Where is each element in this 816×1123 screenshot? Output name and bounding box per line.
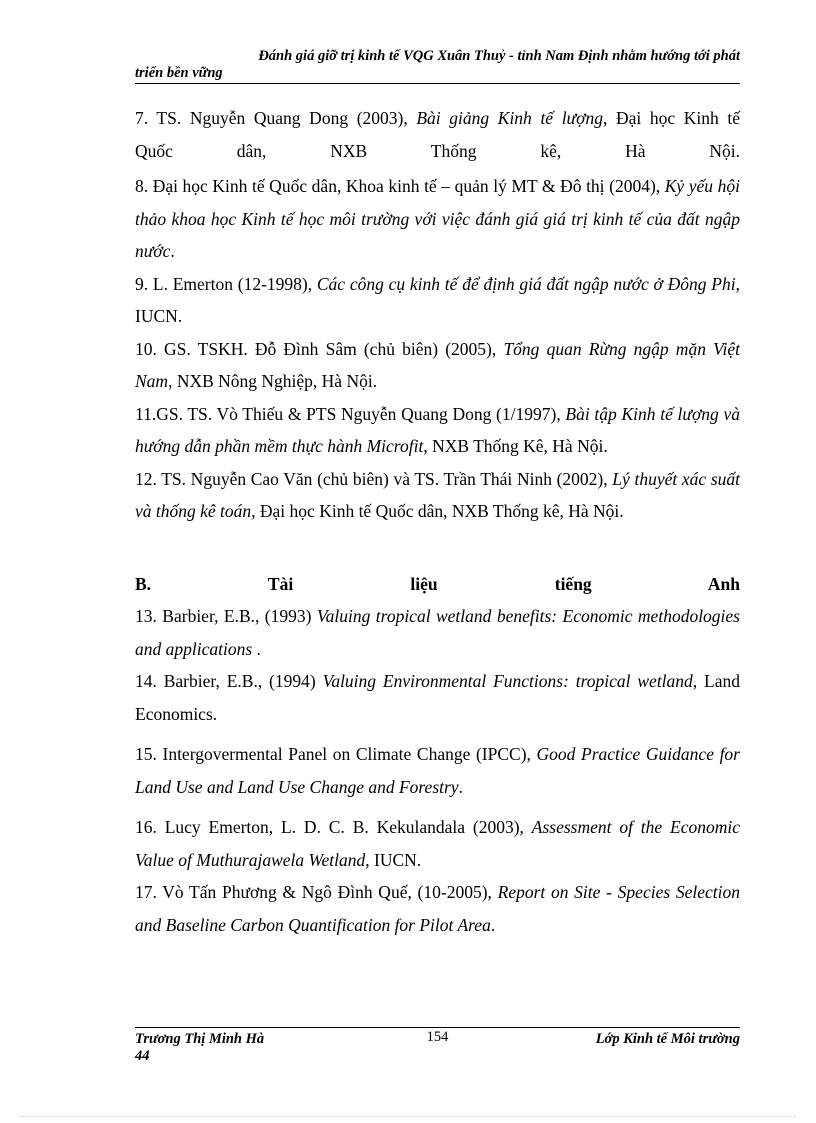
reference-7-publisher-a: , Đại học Kinh tế: [602, 108, 741, 128]
reference-15-title: Good Practice Guidance for Land Use and Land Use Change and Forestry: [135, 744, 740, 797]
reference-10-publisher: , NXB Nông Nghiệp, Hà Nội.: [168, 371, 378, 391]
reference-7-title: Bài giảng Kinh tế lượng: [416, 108, 603, 128]
reference-16-authors: 16. Lucy Emerton, L. D. C. B. Kekulandala (2003),: [135, 817, 532, 837]
reference-15-authors: 15. Intergovermental Panel on Climate Change (IPCC),: [135, 744, 537, 764]
footer-class-name: Lớp Kinh tế Môi trường: [595, 1031, 740, 1047]
reference-13: [135, 600, 740, 665]
section-b-heading: B. Tài liệu tiếng Anh: [135, 573, 740, 594]
reference-11-authors: 11.GS. TS. Vò Thiếu & PTS Nguyễn Quang Dong (1/1997),: [135, 403, 566, 424]
header-title-line1: Đánh giá giỡ trị kinh tế VQG Xuân Thuỷ - tỉnh Nam Định nhằm hướng tới phát: [258, 48, 740, 64]
reference-13-tail: .: [252, 638, 261, 659]
footer-author: Trương Thị Minh Hà: [135, 1031, 265, 1047]
reference-11: [135, 398, 740, 463]
reference-14-title: Valuing Environmental Functions: tropical wetland: [322, 671, 693, 691]
reference-10: [135, 333, 740, 398]
reference-17-tail: .: [490, 914, 496, 935]
reference-17-title: Report on Site - Species Selection and Baseline Carbon Quantification for Pilot Area: [135, 882, 741, 935]
reference-7-publisher-b: Quốc dân, NXB Thống kê, Hà Nội.: [135, 140, 740, 161]
page-header: [135, 48, 740, 84]
reference-15-tail: .: [458, 776, 463, 797]
page-footer: [135, 1027, 740, 1064]
reference-9-publisher: , IUCN.: [135, 273, 740, 326]
reference-16-title: Assessment of the Economic Value of Muthurajawela Wetland: [135, 817, 740, 870]
reference-11-publisher: , NXB Thống Kê, Hà Nội.: [423, 436, 608, 456]
reference-13-title: Valuing tropical wetland benefits: Economic methodologies and applications: [135, 606, 740, 659]
reference-14-authors: 14. Barbier, E.B., (1994): [135, 671, 323, 691]
reference-9: [135, 268, 740, 333]
reference-8: [135, 170, 740, 268]
footer-author-line2: 44: [135, 1048, 150, 1064]
reference-9-title: Các công cụ kinh tế để định giá đất ngập nước ở Đông Phi: [316, 273, 736, 294]
references-body: [135, 102, 740, 941]
reference-13-authors: 13. Barbier, E.B., (1993): [135, 606, 317, 626]
reference-7-authors: 7. TS. Nguyễn Quang Dong (2003),: [135, 108, 417, 128]
reference-14-publisher: , Land Economics.: [135, 671, 740, 724]
reference-16: [135, 811, 740, 876]
reference-8-authors: 8. Đại học Kinh tế Quốc dân, Khoa kinh tế – quản lý MT & Đô thị (2004),: [135, 176, 665, 196]
reference-12-publisher: Đại học Kinh tế Quốc dân, NXB Thống kê, Hà Nội.: [255, 501, 624, 521]
reference-14: [135, 665, 740, 730]
reference-17-authors: 17. Vò Tấn Phương & Ngô Đình Quế, (10-2005),: [135, 882, 498, 902]
reference-17: [135, 876, 740, 941]
reference-16-publisher: , IUCN.: [365, 849, 422, 870]
reference-10-authors: 10. GS. TSKH. Đỗ Đình Sâm (chủ biên) (2005),: [135, 338, 504, 359]
page-number: 154: [426, 1029, 449, 1045]
reference-8-title: Kỷ yếu hội thảo khoa học Kinh tế học môi trường với việc đánh giá giá trị kinh tế của đất ngập nước: [135, 176, 740, 261]
reference-10-title: Tổng quan Rừng ngập mặn Việt Nam: [135, 338, 740, 391]
header-title-line2: triển bền vững: [135, 65, 223, 81]
reference-9-authors: 9. L. Emerton (12-1998),: [135, 273, 317, 294]
reference-8-publisher: .: [170, 241, 175, 261]
reference-12-title: Lý thuyết xác suất và thống kê toán,: [135, 468, 740, 521]
reference-12-authors: 12. TS. Nguyễn Cao Văn (chủ biên) và TS. Trần Thái Ninh (2002),: [135, 468, 613, 489]
reference-11-title: Bài tập Kinh tế lượng và hướng dẫn phần mềm thực hành Microfit: [135, 403, 741, 456]
reference-7: [135, 102, 740, 167]
reference-15: [135, 738, 740, 803]
page-bottom-divider: [20, 1116, 796, 1117]
reference-12: [135, 463, 740, 528]
